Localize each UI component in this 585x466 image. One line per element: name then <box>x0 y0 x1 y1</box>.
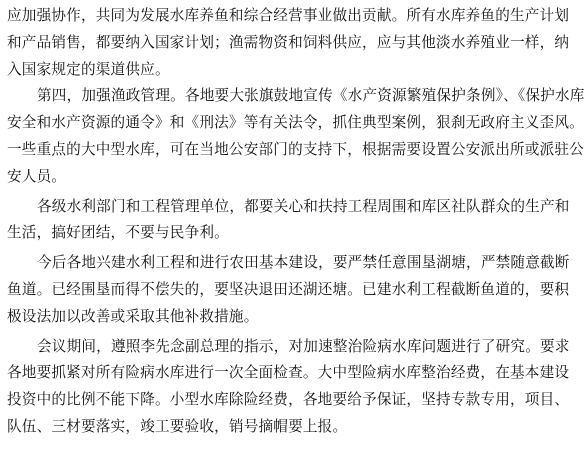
text-line: 一些重点的大中型水库，可在当地公安部门的支持下，根据需要设置公安派出所或派驻公 <box>7 140 584 158</box>
text-line: 各地要抓紧对所有险病水库进行一次全面检查。大中型险病水库整治经费，在基本建设 <box>7 364 570 382</box>
text-line: 会议期间，遵照李先念副总理的指示，对加速整治险病水库问题进行了研究。要求 <box>37 337 570 355</box>
paragraph-2 <box>7 83 585 190</box>
text-line: 第四，加强渔政管理。各地要大张旗鼓地宣传《水产资源繁殖保护条例》、《保护水库 <box>37 87 585 105</box>
text-line: 应加强协作，共同为发展水库养鱼和综合经营事业做出贡献。所有水库养鱼的生产计划 <box>7 7 570 24</box>
paragraph-4 <box>7 250 570 330</box>
text-line: 各级水利部门和工程管理单位，都要关心和扶持工程周围和库区社队群众的生产和 <box>37 197 570 215</box>
text-line: 队伍、三材要落实，竣工要验收，销号摘帽要上报。 <box>7 417 348 435</box>
text-line: 今后各地兴建水利工程和进行农田基本建设，要严禁任意围垦湖塘，严禁随意截断 <box>37 254 570 272</box>
text-line: 生活，搞好团结，不要与民争利。 <box>7 224 229 242</box>
text-line: 和产品销售，都要纳入国家计划；渔需物资和饲料供应，应与其他淡水养殖业一样，纳 <box>7 33 570 51</box>
text-line: 极设法加以改善或采取其他补救措施。 <box>7 307 259 325</box>
text-line: 安全和水产资源的通令》和《刑法》等有关法令，抓住典型案例，狠刹无政府主义歪风。 <box>7 114 584 132</box>
text-line: 投资中的比例不能下降。小型水库除险经费，各地要给予保证，坚持专款专用，项目、 <box>7 391 570 409</box>
paragraph-5 <box>7 334 570 441</box>
paragraph-3 <box>7 194 570 248</box>
paragraph-1 <box>7 3 570 83</box>
text-line: 鱼道。已经围垦而得不偿失的，要坚决退田还湖还塘。已建水利工程截断鱼道的，要积 <box>7 280 570 298</box>
text-line: 安人员。 <box>7 167 67 185</box>
text-line: 入国家规定的渠道供应。 <box>7 60 170 78</box>
